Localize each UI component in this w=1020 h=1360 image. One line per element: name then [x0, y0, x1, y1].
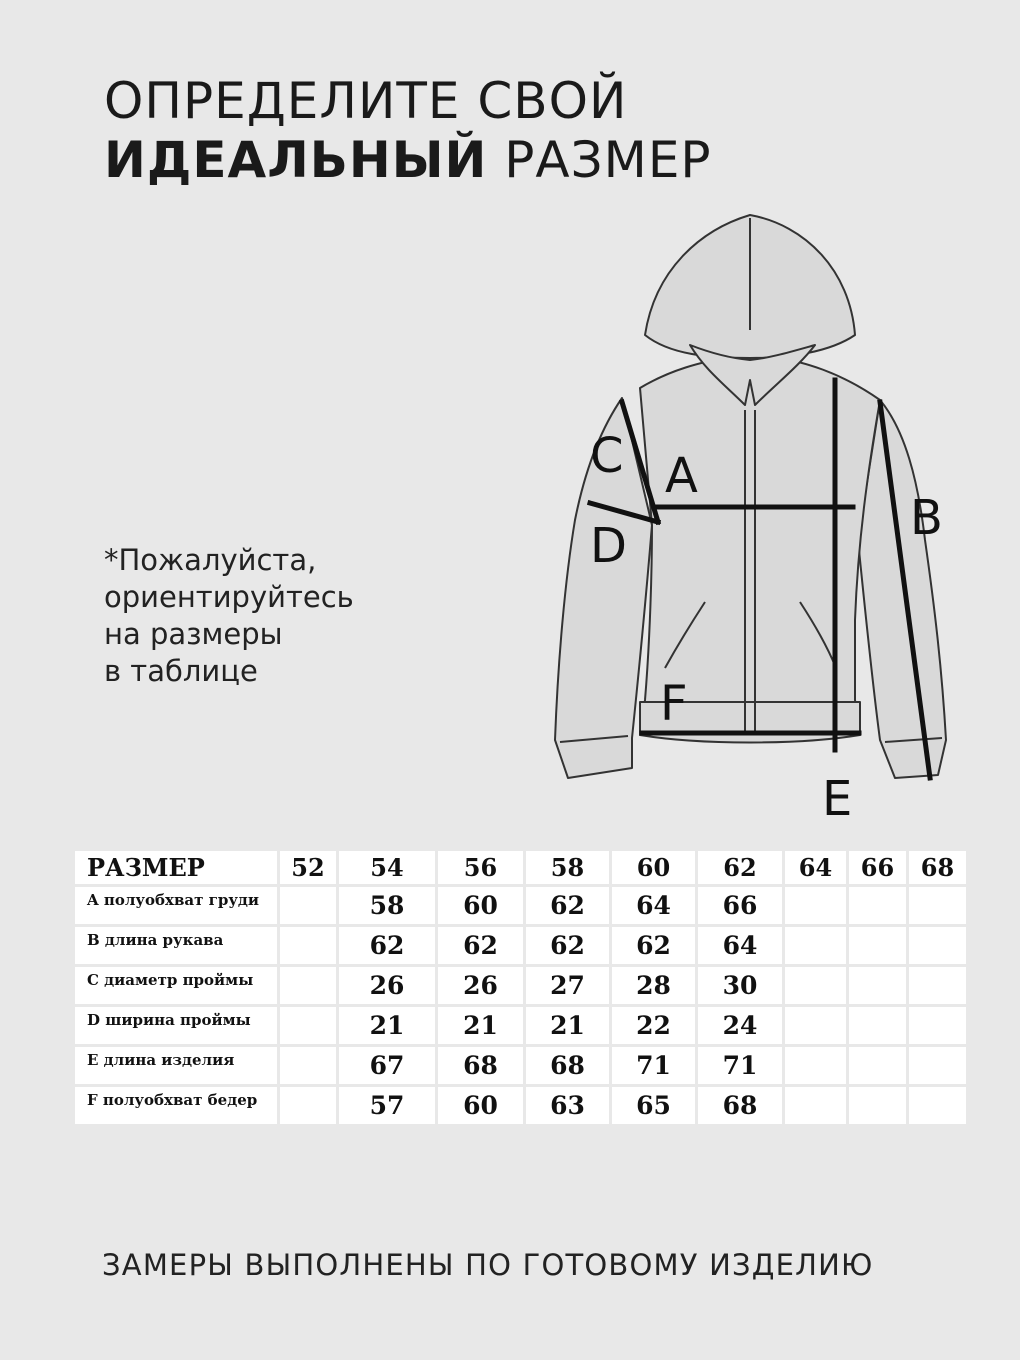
table-cell: 21: [438, 1007, 523, 1044]
table-cell: 60: [438, 1087, 523, 1124]
table-cell: 62: [438, 927, 523, 964]
table-cell: [785, 1007, 846, 1044]
footer-note: ЗАМЕРЫ ВЫПОЛНЕНЫ ПО ГОТОВОМУ ИЗДЕЛИЮ: [102, 1248, 874, 1282]
table-cell: [849, 1007, 906, 1044]
table-cell: [909, 887, 966, 924]
table-cell: [785, 1087, 846, 1124]
size-header: 60: [612, 851, 695, 884]
title-rest: РАЗМЕР: [487, 131, 712, 189]
size-header: 54: [339, 851, 435, 884]
table-cell: 27: [526, 967, 609, 1004]
table-cell: [849, 927, 906, 964]
table-cell: [909, 967, 966, 1004]
table-cell: 58: [339, 887, 435, 924]
table-cell: 26: [339, 967, 435, 1004]
table-cell: 71: [698, 1047, 782, 1084]
label-e: E: [822, 771, 853, 827]
table-cell: 21: [339, 1007, 435, 1044]
table-row: [75, 1007, 966, 1044]
table-cell: 68: [698, 1087, 782, 1124]
size-header: 66: [849, 851, 906, 884]
table-cell: 21: [526, 1007, 609, 1044]
table-cell: 26: [438, 967, 523, 1004]
table-row: [75, 887, 966, 924]
row-label: F полуобхват бедер: [75, 1087, 277, 1124]
table-header-row: [75, 851, 966, 884]
label-a: A: [665, 448, 698, 504]
table-cell: [785, 1047, 846, 1084]
table-cell: 60: [438, 887, 523, 924]
table-cell: 66: [698, 887, 782, 924]
table-cell: [785, 967, 846, 1004]
size-header: 68: [909, 851, 966, 884]
hoodie-diagram: [540, 200, 970, 840]
table-cell: 30: [698, 967, 782, 1004]
size-note: [104, 542, 354, 690]
row-label: C диаметр проймы: [75, 967, 277, 1004]
label-c: C: [590, 428, 624, 484]
note-line: *Пожалуйста,: [104, 543, 317, 577]
row-label: D ширина проймы: [75, 1007, 277, 1044]
table-cell: 67: [339, 1047, 435, 1084]
page-title: [104, 72, 712, 190]
table-cell: 63: [526, 1087, 609, 1124]
label-d: D: [590, 518, 627, 574]
table-cell: [849, 1087, 906, 1124]
size-table: [72, 848, 969, 1127]
table-cell: 24: [698, 1007, 782, 1044]
table-cell: [280, 967, 336, 1004]
table-cell: [909, 1087, 966, 1124]
table-cell: 62: [526, 887, 609, 924]
size-header: 64: [785, 851, 846, 884]
table-cell: 28: [612, 967, 695, 1004]
table-cell: [909, 1007, 966, 1044]
table-cell: 62: [612, 927, 695, 964]
table-row: [75, 967, 966, 1004]
table-cell: 68: [526, 1047, 609, 1084]
title-line-2: [104, 131, 712, 190]
table-cell: [849, 1047, 906, 1084]
table-cell: 64: [698, 927, 782, 964]
note-line: ориентируйтесь: [104, 580, 354, 614]
table-cell: 64: [612, 887, 695, 924]
table-cell: [909, 927, 966, 964]
table-cell: [785, 927, 846, 964]
table-cell: [280, 927, 336, 964]
size-header: 56: [438, 851, 523, 884]
table-cell: [280, 1087, 336, 1124]
size-header: 62: [698, 851, 782, 884]
table-cell: [909, 1047, 966, 1084]
table-cell: [849, 887, 906, 924]
table-cell: 22: [612, 1007, 695, 1044]
table-cell: 65: [612, 1087, 695, 1124]
table-row: [75, 927, 966, 964]
table-cell: [280, 1007, 336, 1044]
table-cell: 68: [438, 1047, 523, 1084]
title-bold-word: ИДЕАЛЬНЫЙ: [104, 131, 488, 189]
row-label: E длина изделия: [75, 1047, 277, 1084]
table-row: [75, 1087, 966, 1124]
table-cell: [280, 1047, 336, 1084]
table-row: [75, 1047, 966, 1084]
row-label: A полуобхват груди: [75, 887, 277, 924]
title-line-1: ОПРЕДЕЛИТЕ СВОЙ: [104, 72, 628, 130]
table-cell: 57: [339, 1087, 435, 1124]
size-header: 58: [526, 851, 609, 884]
table-cell: [785, 887, 846, 924]
note-line: на размеры: [104, 617, 283, 651]
table-cell: 62: [339, 927, 435, 964]
table-cell: [280, 887, 336, 924]
table-cell: 62: [526, 927, 609, 964]
hoodie-icon: [540, 200, 970, 840]
note-line: в таблице: [104, 654, 258, 688]
table-cell: 71: [612, 1047, 695, 1084]
header-label: РАЗМЕР: [75, 851, 277, 884]
table-cell: [849, 967, 906, 1004]
label-f: F: [660, 676, 688, 732]
label-b: B: [910, 490, 943, 546]
row-label: B длина рукава: [75, 927, 277, 964]
size-header: 52: [280, 851, 336, 884]
